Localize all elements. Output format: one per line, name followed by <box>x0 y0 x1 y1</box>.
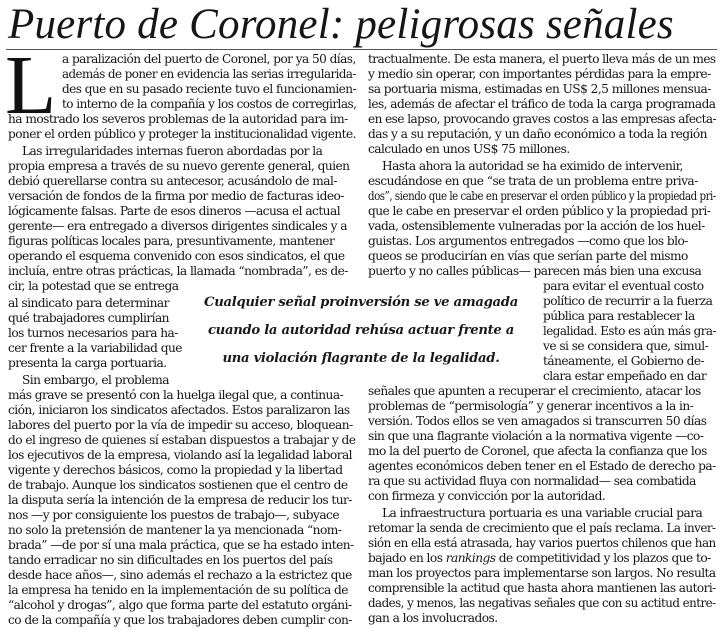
article-line: bajado en los rankings de competitividad y los plazos que to- <box>368 551 711 565</box>
article-line: de trabajo. Aunque los sindicatos sostienen que el centro de <box>8 478 348 492</box>
article-line: ha mostrado los severos problemas de la autoridad para im- <box>8 112 348 126</box>
article-line: versión. Todos ellos se ven amagados si transcurren 50 días <box>368 414 707 428</box>
article-line: no solo la pretensión de mantener la ya mencionada “nom- <box>8 523 342 537</box>
article-line: ra que su actividad fluya con normalidad— sea combatida <box>368 474 696 488</box>
article-line: en ese lapso, provocando graves costos a las empresas afecta- <box>368 112 717 126</box>
article-line: operando el esquema convenido con esos sindicatos, el que <box>8 249 345 263</box>
article-line: co de la compañía y que los trabajadores deben cumplir con- <box>8 613 352 627</box>
article-line: clara estar empeñado en dar <box>543 369 707 383</box>
article-line: ve si se considera que, simul- <box>543 339 709 353</box>
article-line: tando erradicar no sin dificultades en los puertos del país <box>8 553 333 567</box>
article-line: agentes económicos deben tener en el Estado de derecho pa- <box>368 459 716 473</box>
article-line: La infraestructura portuaria es una variable crucial para <box>382 506 703 520</box>
article-line: pública para restablecer la <box>543 309 695 323</box>
article-line: incluía, entre otras prácticas, la llamada “nombrada”, es de- <box>8 264 348 278</box>
article-line: escudándose en que “se trata de un problema entre priva- <box>368 174 698 188</box>
article-line: sin que una flagrante violación a la normativa vigente —co- <box>368 429 704 443</box>
headline-rule <box>6 49 717 50</box>
article-line: “alcohol y drogas”, algo que forma parte del estatuto orgáni- <box>8 598 352 612</box>
article-line: sa portuaria misma, estimadas en US$ 2,5 millones mensua- <box>368 82 711 96</box>
article-line: labores del puerto por la vía de impedir su acceso, bloquean- <box>8 418 353 432</box>
article-line: do el ingreso de quienes sí estaban dispuestos a trabajar y de <box>8 433 356 447</box>
article-line: qué trabajadores cumplirían <box>8 311 169 325</box>
article-line: comprensible la actitud que hasta ahora mantienen las autori- <box>368 581 716 595</box>
article-line: tractualmente. De esta manera, el puerto lleva más de un mes <box>368 52 716 66</box>
article-line: problemas de “permisología” y generar incentivos a la in- <box>368 399 694 413</box>
article-line: man los proyectos para implementarse son largos. No resulta <box>368 566 716 580</box>
article-line: ción, iniciaron los sindicatos afectados. Estos paralizaron las <box>8 403 350 417</box>
article-line: lógicamente falsas. Parte de esos dineros —acusa el actual <box>8 204 341 218</box>
article-line: queos se producirían en vías que serían parte del mismo <box>368 249 688 263</box>
article-line: que le cabe en preservar el orden público y la propiedad pri- <box>368 204 711 218</box>
article-line: desde hace años—, sino además el rechazo a la estrictez que <box>8 568 352 582</box>
article-line: vigente y derechos básicos, como la propiedad y la libertad <box>8 463 343 477</box>
article-line: des que en su pasado reciente tuvo el funcionamien- <box>62 82 357 96</box>
article-line: presenta la carga portuaria. <box>8 356 167 370</box>
article-line: cir, la potestad que se entrega <box>8 279 179 293</box>
headline: Puerto de Coronel: peligrosas señales <box>8 1 674 48</box>
pull-quote-line: una violación flagrante de la legalidad. <box>222 351 500 366</box>
article-line: calculado en unos US$ 75 millones. <box>368 142 570 156</box>
article-line: Las irregularidades internas fueron abordadas por la <box>22 144 323 158</box>
article-line: les, además de afectar el tráfico de toda la carga programada <box>368 97 716 111</box>
article-line: puerto y no calles públicas— parecen más bien una excusa <box>368 264 702 278</box>
article-line: to interno de la compañía y los costos de corregirlas, <box>62 97 357 111</box>
article-line: legalidad. Esto es aún más gra- <box>543 324 716 338</box>
article-line: más grave se presentó con la huelga ilegal que, a continua- <box>8 388 344 402</box>
article-line: Hasta ahora la autoridad se ha eximido de intervenir, <box>382 159 683 173</box>
article-line: los ejecutivos de la empresa, violando así la legalidad laboral <box>8 448 353 462</box>
article-line: al sindicato para determinar <box>8 296 169 310</box>
article-line: dades, y menos, las negativas señales que con su actitud entre- <box>368 596 716 610</box>
article-line: para evitar el eventual costo <box>543 279 704 293</box>
article-line: versación de fondos de la firma por medio de facturas ideo- <box>8 189 344 203</box>
drop-cap: L <box>5 39 57 132</box>
article-line: gan a los involucrados. <box>368 611 498 625</box>
pull-quote <box>196 289 526 373</box>
article-line: sión en ella está atrasada, hay varios puertos chilenos que han <box>368 536 716 550</box>
article-line: político de recurrir a la fuerza <box>543 294 713 308</box>
article-line: debió querellarse contra su antecesor, acusándolo de mal- <box>8 174 337 188</box>
article-line: retomar la senda de crecimiento que el país reclama. La inver- <box>368 521 716 535</box>
article-line: figuras políticas locales para, presuntivamente, mantener <box>8 234 335 248</box>
article-line: poner el orden público y proteger la institucionalidad vigente. <box>8 127 356 141</box>
article-line: das y a su reputación, y un daño económico a toda la región <box>368 127 707 141</box>
article-line: mo la del puerto de Coronel, que afecta la confianza que los <box>368 444 707 458</box>
article-line: propia empresa a través de su nuevo gerente general, quien <box>8 159 350 173</box>
pull-quote-line: Cualquier señal proinversión se ve amagada <box>204 295 518 310</box>
article-line: además de poner en evidencia las serias irregularida- <box>62 67 356 81</box>
article-line: la empresa ha tenido en la implementación de su política de <box>8 583 348 597</box>
article-line: los turnos necesarios para ha- <box>8 326 178 340</box>
article-line: gerente— era entregado a diversos dirigentes sindicales y a <box>8 219 347 233</box>
pull-quote-line: cuando la autoridad rehúsa actuar frente a <box>207 323 515 338</box>
article-line: cer frente a la variabilidad que <box>8 341 182 355</box>
article-line: señales que apunten a recuperar el crecimiento, atacar los <box>368 384 701 398</box>
article-line: y medio sin operar, con importantes pérdidas para la empre- <box>368 67 711 81</box>
article-line: a paralización del puerto de Coronel, por ya 50 días, <box>62 52 356 66</box>
article-line: con firmeza y convicción por la autoridad. <box>368 489 606 503</box>
article-line: la disputa sería la intención de la empresa de reducir los tur- <box>8 493 352 507</box>
article-line: guistas. Los argumentos entregados —como que los blo- <box>368 234 688 248</box>
article-line: táneamente, el Gobierno de- <box>543 354 705 368</box>
article-line: brada” —de por sí una mala práctica, que se ha estado inten- <box>8 538 354 552</box>
article-line: Sin embargo, el problema <box>22 373 170 387</box>
article-line: vada, ostensiblemente vulneradas por la acción de los huel- <box>368 219 705 233</box>
article-line: dos”, siendo que le cabe en preservar el orden público y la propiedad pri- <box>368 189 716 203</box>
article-line: nos —y por consiguiente los puestos de trabajo—, subyace <box>8 508 339 522</box>
